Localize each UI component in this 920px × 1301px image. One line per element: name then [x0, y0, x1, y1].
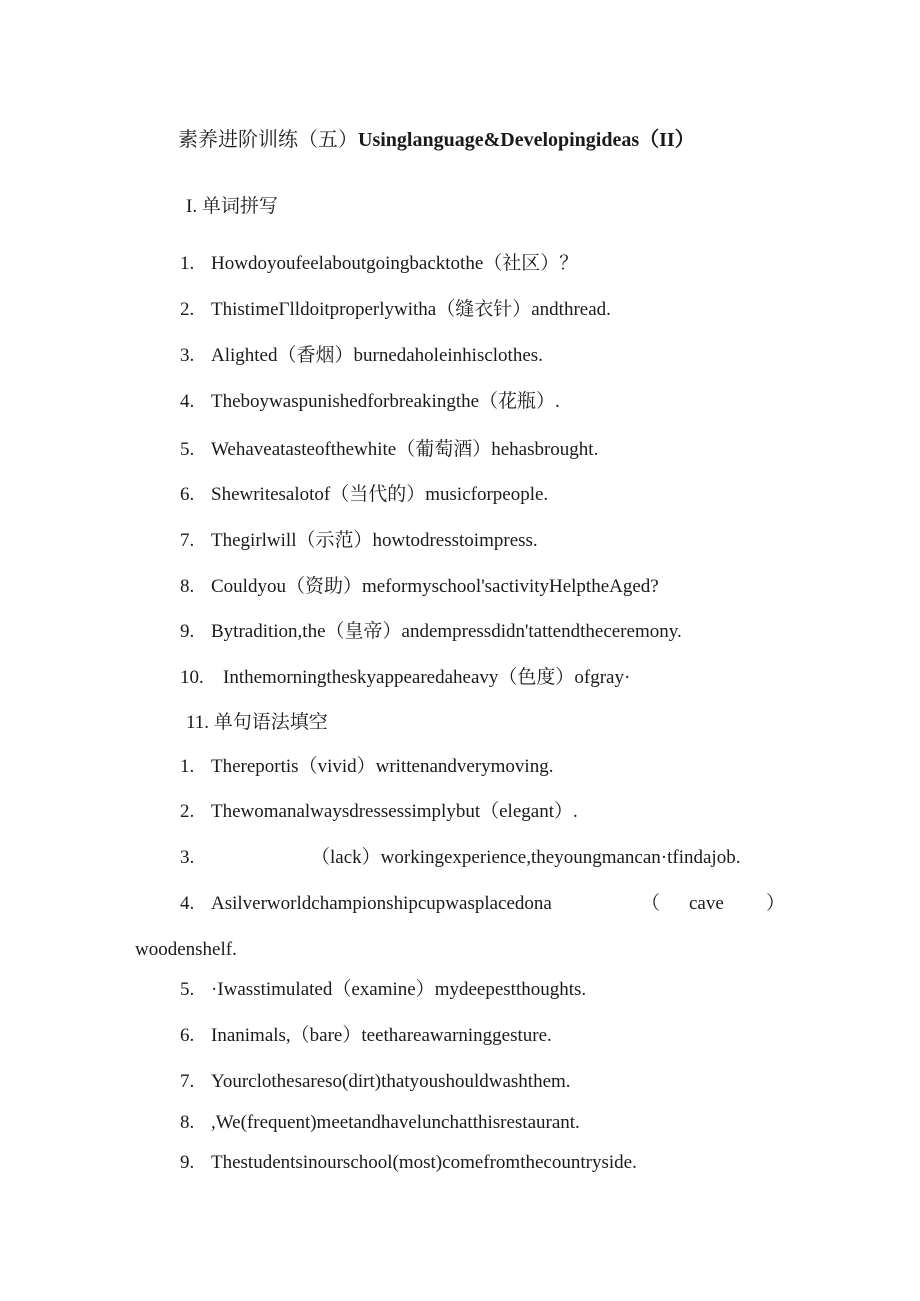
- spelling-item-6: [180, 483, 548, 507]
- item-text: Thestudentsinourschool(most)comefromthecountryside.: [211, 1152, 637, 1173]
- spelling-item-9: [180, 620, 682, 644]
- spelling-item-5: [180, 438, 598, 462]
- item-number: 8.: [180, 1112, 195, 1133]
- item-number: 4.: [180, 391, 195, 412]
- grammar-item-5: [180, 978, 586, 1002]
- grammar-item-8: [180, 1111, 580, 1135]
- item-text: Howdoyoufeelaboutgoingbacktothe（社区）？: [211, 253, 579, 274]
- title-chinese: 素养进阶训练（五）: [178, 129, 358, 151]
- item-number: 8.: [180, 576, 195, 597]
- item-number: 9.: [180, 621, 195, 642]
- item-number: 5.: [180, 439, 195, 460]
- item-number: 7.: [180, 1071, 195, 1092]
- section-1-heading: I. 单词拼写: [186, 196, 278, 217]
- item-text: Thereportis（vivid）writtenandverymoving.: [211, 756, 554, 777]
- item-number: 9.: [180, 1152, 195, 1173]
- item-text: （lack）workingexperience,theyoungmancan·tfindajob.: [311, 847, 741, 868]
- open-paren: （: [641, 893, 661, 914]
- item-text: Inthemorningtheskyappearedaheavy（色度）ofgray·: [223, 667, 631, 688]
- item-text: ,We(frequent)meetandhavelunchatthisrestaurant.: [211, 1112, 580, 1133]
- grammar-item-9: [180, 1151, 637, 1175]
- item-text: Yourclothesareso(dirt)thatyoushouldwashthem.: [211, 1071, 571, 1092]
- grammar-item-1: [180, 755, 553, 779]
- item-text: Asilverworldchampionshipcupwasplacedona: [211, 893, 552, 914]
- grammar-item-6: [180, 1024, 552, 1048]
- grammar-item-2: [180, 800, 578, 824]
- item-text: Shewritesalotof（当代的）musicforpeople.: [211, 484, 549, 505]
- item-text: Couldyou（资助）meformyschool'sactivityHelptheAged?: [211, 576, 659, 597]
- item-number: 3.: [180, 345, 195, 366]
- item-number: 2.: [180, 299, 195, 320]
- item-number: 6.: [180, 1025, 195, 1046]
- item-text: Thewomanalwaysdressessimplybut（elegant）.: [211, 801, 578, 822]
- close-paren: ）: [766, 893, 786, 914]
- spelling-item-2: [180, 298, 611, 322]
- grammar-item-3: [180, 846, 740, 870]
- spelling-item-7: [180, 529, 538, 553]
- item-number: 10.: [180, 667, 204, 688]
- spelling-item-3: [180, 344, 543, 368]
- grammar-item-7: [180, 1070, 571, 1094]
- item-text: ThistimeΓlldoitproperlywitha（缝衣针）andthread.: [211, 299, 611, 320]
- item-number: 2.: [180, 801, 195, 822]
- spelling-item-1: [180, 252, 578, 276]
- spelling-item-10: [180, 666, 630, 690]
- title-english: Usinglanguage&Developingideas（II）: [358, 129, 695, 151]
- item-number: 7.: [180, 530, 195, 551]
- item-number: 6.: [180, 484, 195, 505]
- spelling-item-4: [180, 390, 560, 414]
- item-number: 3.: [180, 847, 195, 868]
- item-number: 5.: [180, 979, 195, 1000]
- item-text: Bytradition,the（皇帝）andempressdidn'tattendtheceremony.: [211, 621, 682, 642]
- hint-word: cave: [689, 893, 724, 914]
- item-number: 1.: [180, 253, 195, 274]
- item-text: Inanimals,（bare）teethareawarninggesture.: [211, 1025, 552, 1046]
- section-2-heading: 11. 单句语法填空: [186, 712, 328, 733]
- grammar-item-4: [180, 892, 786, 916]
- item-text: Alighted（香烟）burnedaholeinhisclothes.: [211, 345, 543, 366]
- item-text: Wehaveatasteofthewhite（葡萄酒）hehasbrought.: [211, 439, 599, 460]
- item-number: 4.: [180, 893, 195, 914]
- spelling-item-8: [180, 575, 659, 599]
- item-text: Theboywaspunishedforbreakingthe（花瓶）.: [211, 391, 560, 412]
- grammar-item-4-continuation: woodenshelf.: [135, 939, 237, 960]
- item-number: 1.: [180, 756, 195, 777]
- item-text: Thegirlwill（示范）howtodresstoimpress.: [211, 530, 538, 551]
- worksheet-title: [178, 127, 695, 153]
- item-text: ·Iwasstimulated（examine）mydeepestthoughts.: [211, 979, 587, 1000]
